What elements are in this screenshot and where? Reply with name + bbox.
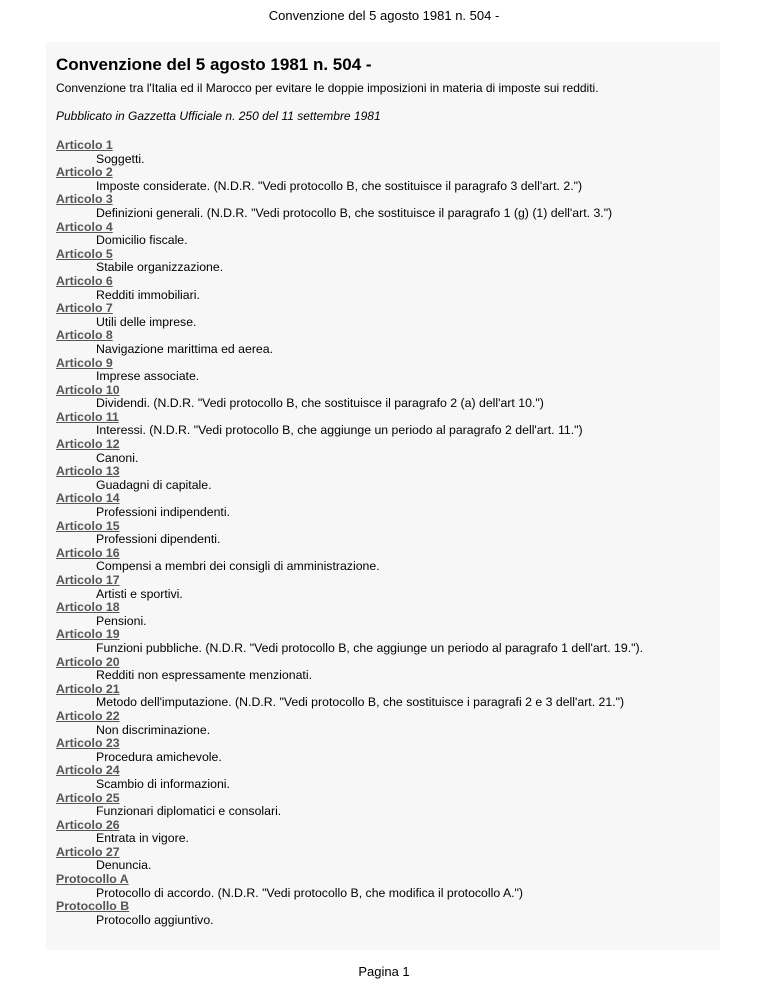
toc-link[interactable]: Articolo 15 — [56, 518, 120, 533]
toc-description: Canoni. — [96, 450, 139, 465]
toc-description: Interessi. (N.D.R. "Vedi protocollo B, che aggiunge un periodo al paragrafo 2 dell'art. 11.") — [96, 423, 583, 438]
toc-link[interactable]: Articolo 13 — [56, 464, 120, 479]
toc-link[interactable]: Articolo 17 — [56, 573, 120, 587]
toc-description: Protocollo aggiuntivo. — [96, 912, 214, 927]
toc-description: Imprese associate. — [96, 369, 200, 384]
toc-description: Metodo dell'imputazione. (N.D.R. "Vedi protocollo B, che sostituisce i paragrafi 2 e 3 dell'art. 21.") — [96, 695, 625, 710]
toc-link[interactable]: Articolo 18 — [56, 600, 120, 615]
toc-description: Soggetti. — [96, 151, 145, 166]
toc-description: Compensi a membri dei consigli di amministrazione. — [96, 559, 380, 574]
document-subtitle: Convenzione tra l'Italia ed il Marocco per evitare le doppie imposizioni in materia di imposte sui redditi. — [56, 81, 599, 95]
toc-link[interactable]: Articolo 2 — [56, 165, 113, 180]
publication-info: Pubblicato in Gazzetta Ufficiale n. 250 del 11 settembre 1981 — [56, 109, 381, 123]
toc-description: Non discriminazione. — [96, 722, 211, 737]
toc-description: Utili delle imprese. — [96, 314, 197, 329]
toc-description: Stabile organizzazione. — [96, 260, 224, 275]
toc-description: Scambio di informazioni. — [96, 776, 230, 791]
document-content — [46, 42, 720, 950]
toc-link[interactable]: Articolo 6 — [56, 273, 113, 288]
toc-description: Artisti e sportivi. — [96, 586, 183, 601]
toc-link[interactable]: Articolo 24 — [56, 763, 120, 778]
page-header: Convenzione del 5 agosto 1981 n. 504 - — [268, 8, 500, 23]
toc-link[interactable]: Articolo 16 — [56, 545, 120, 560]
toc-link[interactable]: Articolo 11 — [56, 409, 119, 424]
toc-description: Redditi non espressamente menzionati. — [96, 668, 313, 683]
document-title: Convenzione del 5 agosto 1981 n. 504 - — [56, 55, 372, 74]
toc-description: Redditi immobiliari. — [96, 287, 200, 302]
toc-description: Imposte considerate. (N.D.R. "Vedi protocollo B, che sostituisce il paragrafo 3 dell'art. 2.") — [96, 178, 583, 193]
toc-link[interactable]: Articolo 1 — [56, 138, 113, 152]
toc-link[interactable]: Articolo 26 — [56, 817, 120, 832]
toc-link[interactable]: Articolo 27 — [56, 844, 120, 859]
toc-link[interactable]: Articolo 19 — [56, 627, 120, 642]
page-footer: Pagina 1 — [358, 964, 410, 979]
toc-description: Dividendi. (N.D.R. "Vedi protocollo B, che sostituisce il paragrafo 2 (a) dell'art 10.") — [96, 396, 544, 411]
toc-description: Professioni indipendenti. — [96, 505, 230, 520]
toc-link[interactable]: Articolo 22 — [56, 708, 120, 723]
toc-description: Entrata in vigore. — [96, 831, 189, 846]
toc-link[interactable]: Articolo 7 — [56, 301, 113, 316]
toc-link[interactable]: Protocollo B — [56, 899, 130, 914]
toc-description: Navigazione marittima ed aerea. — [96, 341, 274, 356]
toc-link[interactable]: Articolo 9 — [56, 355, 113, 370]
toc-link[interactable]: Articolo 10 — [56, 382, 120, 397]
toc-link[interactable]: Articolo 8 — [56, 328, 113, 343]
toc-description: Professioni dipendenti. — [96, 532, 221, 547]
toc-link[interactable]: Articolo 25 — [56, 790, 120, 805]
table-of-contents — [56, 139, 710, 927]
toc-description: Funzioni pubbliche. (N.D.R. "Vedi protocollo B, che aggiunge un periodo al paragrafo 1 dell'art. 19."). — [96, 640, 644, 655]
toc-description: Definizioni generali. (N.D.R. "Vedi protocollo B, che sostituisce il paragrafo 1 (g) (1) dell'art. 3.") — [96, 205, 613, 220]
toc-link[interactable]: Articolo 4 — [56, 219, 113, 234]
toc-link[interactable]: Articolo 23 — [56, 736, 120, 751]
toc-link[interactable]: Protocollo A — [56, 872, 129, 887]
toc-link[interactable]: Articolo 14 — [56, 491, 120, 506]
toc-link[interactable]: Articolo 21 — [56, 681, 120, 696]
toc-description: Protocollo di accordo. (N.D.R. "Vedi protocollo B, che modifica il protocollo A.") — [96, 885, 524, 900]
toc-description: Funzionari diplomatici e consolari. — [96, 804, 282, 819]
toc-description: Denuncia. — [96, 858, 152, 873]
toc-description: Guadagni di capitale. — [96, 477, 212, 492]
toc-link[interactable]: Articolo 5 — [56, 246, 113, 261]
toc-description: Domicilio fiscale. — [96, 233, 188, 248]
toc-link[interactable]: Articolo 20 — [56, 654, 120, 669]
toc-link[interactable]: Articolo 3 — [56, 192, 113, 207]
toc-description: Pensioni. — [96, 613, 147, 628]
toc-link[interactable]: Articolo 12 — [56, 437, 120, 452]
toc-description: Procedura amichevole. — [96, 749, 222, 764]
